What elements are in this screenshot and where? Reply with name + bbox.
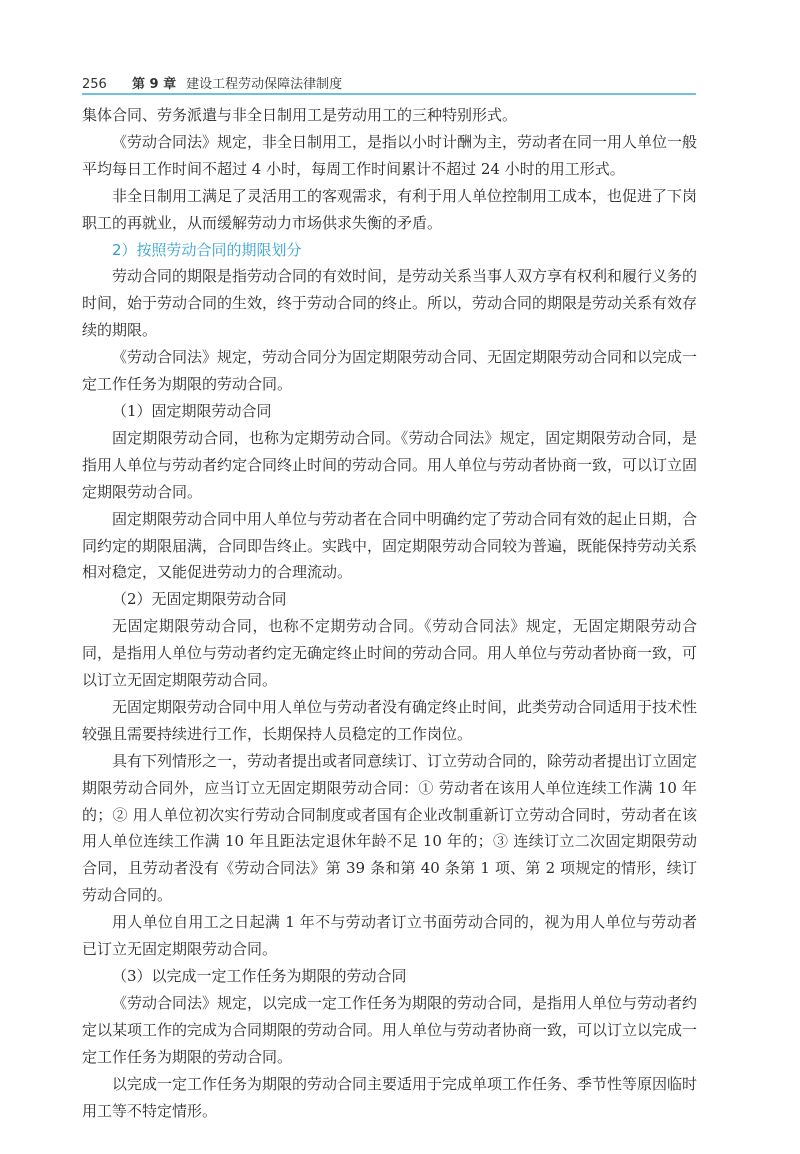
paragraph: 具有下列情形之一，劳动者提出或者同意续订、订立劳动合同的，除劳动者提出订立固定期限劳动合同外，应当订立无固定期限劳动合同：① 劳动者在该用人单位连续工作满 10 年的；② 用人单位初次实行劳动合同制度或者国有企业改制重新订立劳动合同时，劳动者在该用人单位连续工作满 10 年且距法定退休年龄不足 10 年的；③ 连续订立二次固定期限劳动合同，且劳动者没有《劳动合同法》第 39 条和第 40 条第 1 项、第 2 项规定的情形，续订劳动合同的。 [82, 751, 698, 905]
subsection-heading: （3）以完成一定工作任务为期限的劳动合同 [112, 967, 407, 985]
section-heading: 2）按照劳动合同的期限划分 [112, 240, 302, 259]
chapter-title: 建设工程劳动保障法律制度 [186, 77, 343, 92]
paragraph: 固定期限劳动合同中用人单位与劳动者在合同中明确约定了劳动合同有效的起止日期，合同约定的期限届满，合同即告终止。实践中，固定期限劳动合同较为普遍，既能保持劳动关系相对稳定，又能促进劳动力的合理流动。 [82, 509, 698, 582]
paragraph: 无固定期限劳动合同，也称不定期劳动合同。《劳动合同法》规定，无固定期限劳动合同，是指用人单位与劳动者约定无确定终止时间的劳动合同。用人单位与劳动者协商一致，可以订立无固定期限劳动合同。 [82, 617, 698, 690]
paragraph: 劳动合同的期限是指劳动合同的有效时间，是劳动关系当事人双方享有权利和履行义务的时间，始于劳动合同的生效，终于劳动合同的终止。所以，劳动合同的期限是劳动关系有效存续的期限。 [82, 267, 698, 340]
subsection-heading: （1）固定期限劳动合同 [112, 401, 272, 420]
paragraph: 用人单位自用工之日起满 1 年不与劳动者订立书面劳动合同的，视为用人单位与劳动者已订立无固定期限劳动合同。 [82, 913, 697, 959]
paragraph: 集体合同、劳务派遣与非全日制用工是劳动用工的三种特别形式。 [82, 106, 518, 124]
paragraph: 《劳动合同法》规定，非全日制用工，是指以小时计酬为主，劳动者在同一用人单位一般平均每日工作时间不超过 4 小时，每周工作时间累计不超过 24 小时的用工形式。 [82, 132, 698, 178]
page-number: 256 [82, 77, 107, 92]
paragraph: 固定期限劳动合同，也称为定期劳动合同。《劳动合同法》规定，固定期限劳动合同，是指用人单位与劳动者约定合同终止时间的劳动合同。用人单位与劳动者协商一致，可以订立固定期限劳动合同。 [82, 428, 698, 501]
running-header [82, 70, 696, 92]
chapter-number: 第 9 章 [132, 77, 177, 92]
page-body [82, 102, 697, 1124]
paragraph: 以完成一定工作任务为期限的劳动合同主要适用于完成单项工作任务、季节性等原因临时用工等不特定情形。 [82, 1074, 698, 1120]
paragraph: 非全日制用工满足了灵活用工的客观需求，有利于用人单位控制用工成本，也促进了下岗职工的再就业，从而缓解劳动力市场供求失衡的矛盾。 [82, 186, 698, 232]
paragraph: 《劳动合同法》规定，以完成一定工作任务为期限的劳动合同，是指用人单位与劳动者约定以某项工作的完成为合同期限的劳动合同。用人单位与劳动者协商一致，可以订立以完成一定工作任务为期限的劳动合同。 [82, 993, 698, 1066]
subsection-heading: （2）无固定期限劳动合同 [112, 590, 287, 609]
header-rule [82, 93, 696, 95]
paragraph: 无固定期限劳动合同中用人单位与劳动者没有确定终止时间，此类劳动合同适用于技术性较强且需要持续进行工作，长期保持人员稳定的工作岗位。 [82, 697, 698, 743]
paragraph: 《劳动合同法》规定，劳动合同分为固定期限劳动合同、无固定期限劳动合同和以完成一定工作任务为期限的劳动合同。 [82, 348, 698, 394]
